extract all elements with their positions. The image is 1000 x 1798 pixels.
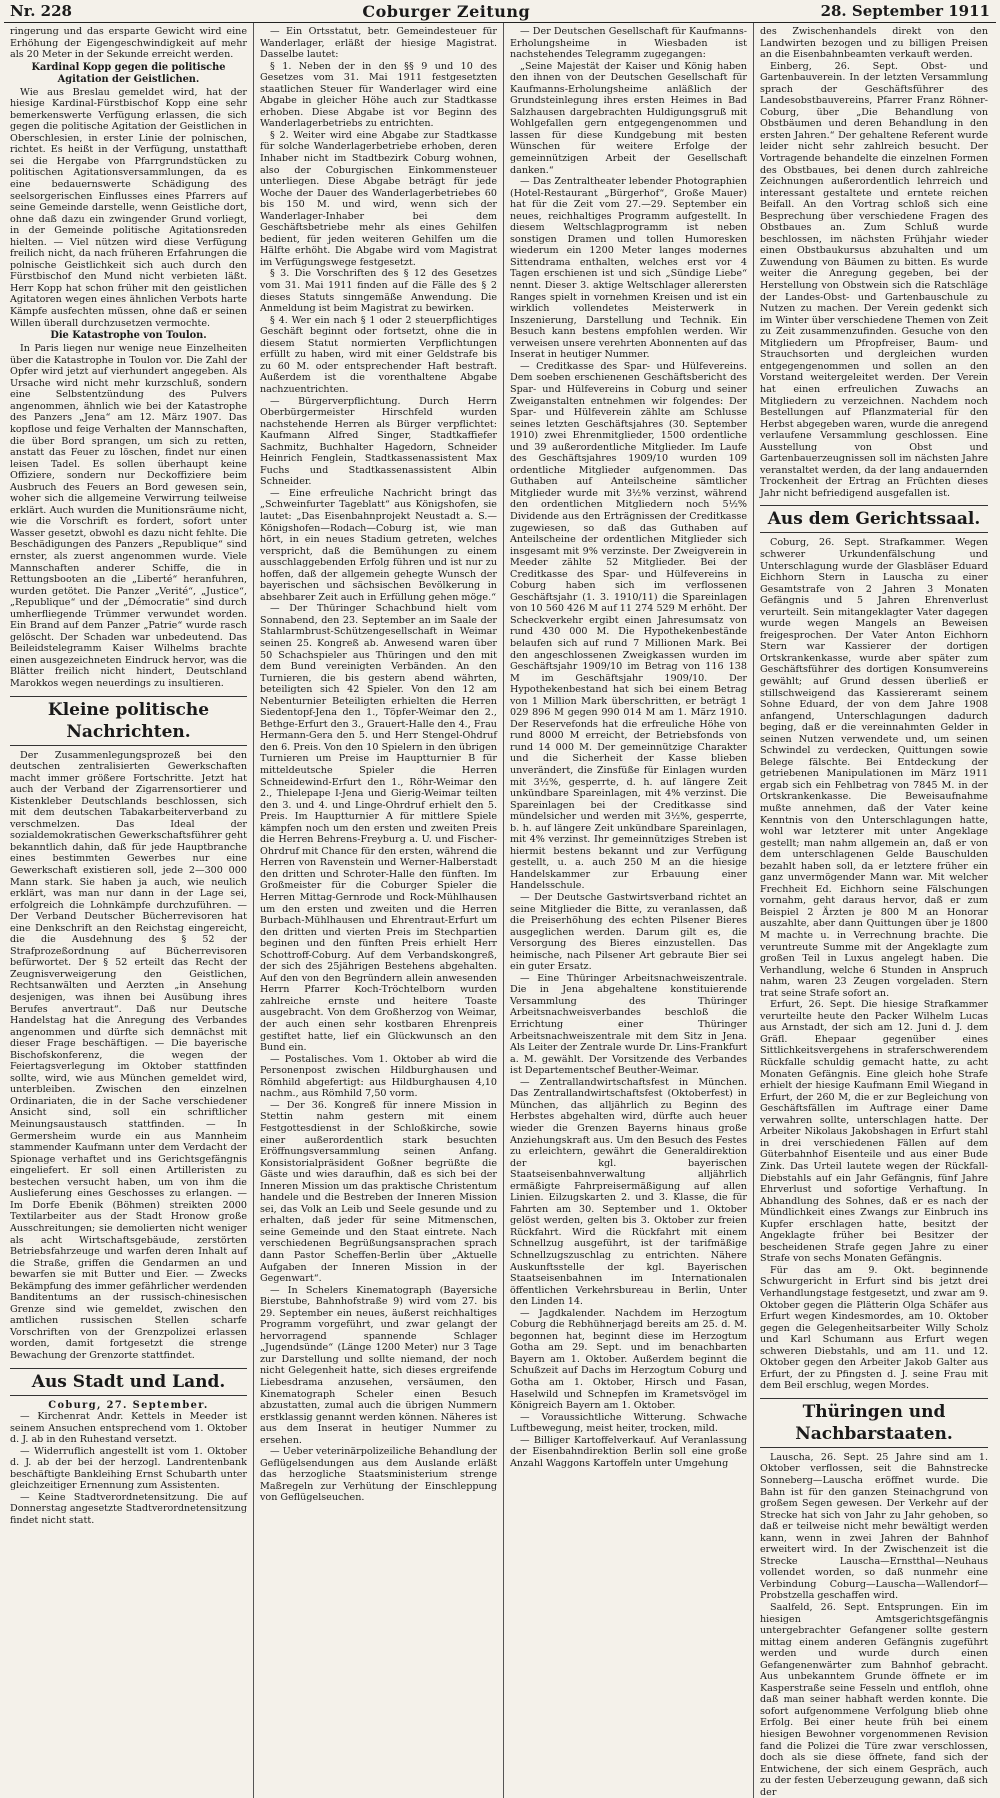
article-paragraph: § 3. Die Vorschriften des § 12 des Gesetzes vom 31. Mai 1911 finden auf die Fälle des § 2 dieses Statuts sinngemäße Anwendung. Die Anmeldung ist beim Magistrat zu bewirken.	[260, 268, 497, 315]
article-paragraph: § 4. Wer ein nach § 1 oder 2 steuerpflichtiges Geschäft beginnt oder fortsetzt, ohne die in diesem Statut normierten Verpflichtungen erfüllt zu haben, wird mit einer Geldstrafe bis zu 60 M. oder entsprechender Haft bestraft. Außerdem ist die vorenthaltene Abgabe nachzuentrichten.	[260, 314, 497, 395]
masthead	[4, 0, 996, 23]
article-paragraph: — Das Zentraltheater lebender Photographien (Hotel-Restaurant „Bürgerhof“, Große Mauer) hat für die Zeit vom 27.—29. September ein neues, reichhaltiges Programm aufgestellt. In diesem Weltschlagprogramm ist neben sonstigen Dramen und tollen Humoresken wiederum ein 1200 Meter langes modernes Sittendrama enthalten, welches erst vor 4 Tagen erschienen ist und sich „Sündige Liebe“ nennt. Dieser 3. aktige Weltschlager allerersten Ranges spielt in vornehmen Kreisen und ist ein wirklich vollendetes Meisterwerk in Inszenierung, Darstellung und Technik. Ein Besuch kann bestens empfohlen werden. Wir verweisen unsere verehrten Abonnenten auf das Inserat in heutiger Nummer.	[510, 176, 747, 361]
article-paragraph: § 1. Neben der in den §§ 9 und 10 des Gesetzes vom 31. Mai 1911 festgesetzten staatlichen Steuer für Wanderlager wird eine Abgabe in gleicher Höhe auch zur Stadtkasse erhoben. Diese Abgabe ist vor Beginn des Wanderlagerbetriebs zu entrichten.	[260, 60, 497, 130]
article-paragraph: Wie aus Breslau gemeldet wird, hat der hiesige Kardinal-Fürstbischof Kopp eine sehr bemerkenswerte Verfügung erlassen, die sich gegen die politische Agitation der Geistlichen in Oberschlesien, in erster Linie der polnischen, richtet. Es heißt in der Verfügung, unstatthaft sei die Hergabe von Pfarrgrundstücken zu politischen Agitationsversammlungen, da es eine bedauernswerte Schädigung des seelsorgerischen Einflusses eines Pfarrers auf seine Gemeinde darstelle, wenn Geistliche dort, ohne daß dazu ein zwingender Grund vorliegt, in der Gemeinde politische Agitationsreden hielten. — Viel nützen wird diese Verfügung freilich nicht, da nach früheren Erfahrungen die polnische Geistlichkeit sich auch durch den Fürstbischof den Mund nicht verbieten läßt. Herr Kopp hat schon früher mit den geistlichen Agitatoren wegen eines ähnlichen Verbots harte Kämpfe ausfechten müssen, ohne daß er seinen Willen überall durchzusetzen vermochte.	[10, 86, 247, 329]
article-paragraph: — Der Deutschen Gesellschaft für Kaufmanns-Erholungsheime in Wiesbaden ist nachstehendes Telegramm zugegangen:	[510, 26, 747, 61]
article-paragraph: — Billiger Kartoffelverkauf. Auf Veranlassung der Eisenbahndirektion Berlin soll eine große Anzahl Waggons Kartoffeln unter Umgehung	[510, 1434, 747, 1469]
section-heading: Kleine politische Nachrichten.	[10, 696, 247, 746]
article-paragraph: — Bürgerverpflichtung. Durch Herrn Oberbürgermeister Hirschfeld wurden nachstehende Herren als Bürger verpflichtet: Kaufmann Alfred Singer, Stadtkaffiefer Sachmitz, Buchhalter Hagedorn, Schneider Heinrich Fenglein, Stadtkassenassistent Max Fuchs und Stadtkassenassistent Albin Schneider.	[260, 395, 497, 488]
article-paragraph: — Der Thüringer Schachbund hielt vom Sonnabend, den 23. September an im Saale der Stahlarmbrust-Schützengesellschaft in Weimar seinen 25. Kongreß ab. Anwesend waren über 50 Schachspieler aus Thüringen und den mit dem Bund vereinigten Verbänden. An den Turnieren, die bis gestern abend währten, beteiligten sich 42 Spieler. Von den 12 am Nebenturnier Beteiligten erhielten die Herren Siedentopf-Jena den 1., Töpfer-Weimar den 2., Bethge-Erfurt den 3., Grauert-Halle den 4., Frau Hermann-Gera den 5. und Herr Stengel-Ohdruf den 6. Preis. Von den 10 Spielern in den übrigen Turnieren um Preise im Hauptturnier B für mitteldeutsche Spieler die Herren Schneidewind-Erfurt den 1., Röhr-Weimar den 2., Thielepape I-Jena und Gierig-Weimar teilten den 3. und 4. und Linge-Ohrdruf erhielt den 5. Preis. Im Hauptturnier A für mittlere Spiele kämpfen noch um den ersten und zweiten Preis die Herren Behrens-Freyburg a. U. und Fischer-Ohrdruf mit Chance für den ersten, während die Herren von Ravenstein und Werner-Halberstadt den dritten und Schroter-Halle den fünften. Im Großmeister für die Coburger Spieler die Herren Mittag-Gernrode und Rock-Mühlhausen um den ersten und zweiten und die Herren Burbach-Mühlhausen und Ehrentraut-Erfurt um den dritten und vierten Preis im Stechpartien beginen und den fünften Preis erhielt Herr Schottroff-Coburg. Auf dem Verbandskongreß, der sich des 25jährigen Bestehens abgehalten. Auf den von den Begründern allein anwesenden Herrn Pfarrer Koch-Tröchtelborn wurden zahlreiche ernste und heitere Toaste ausgebracht. Von dem Großherzog von Weimar, der auch einen sehr kostbaren Ehrenpreis gestiftet hatte, lief ein Glückwunsch an den Bund ein.	[260, 603, 497, 1054]
column-3	[504, 23, 754, 1798]
article-paragraph: — Keine Stadtverordnetensitzung. Die auf Donnerstag angesetzte Stadtverordnetensitzung findet nicht statt.	[10, 1491, 247, 1526]
article-paragraph: — Kirchenrat Andr. Kettels in Meeder ist seinem Ansuchen entsprechend vom 1. Oktober d. J. ab in den Ruhestand versetzt.	[10, 1411, 247, 1446]
section-heading: Aus Stadt und Land.	[10, 1368, 247, 1396]
article-paragraph: — Postalisches. Vom 1. Oktober ab wird die Personenpost zwischen Hildburghausen und Römhild abgefertigt: aus Hildburghausen 4,10 nachm., aus Römhild 7,50 vorm.	[260, 1053, 497, 1100]
article-paragraph: — Der 36. Kongreß für innere Mission in Stettin nahm gestern mit einem Festgottesdienst in der Schloßkirche, sowie einer außerordentlich stark besuchten Eröffnungsversammlung seinen Anfang. Konsistorialpräsident Goßner begrüßte die Gäste und wies daraufhin, daß es sich bei der Inneren Mission um das praktische Christentum handele und die Bestreben der Inneren Mission sei, das Volk an Leib und Seele gesunde und zu erhalten, daß jeder für seine Mitmenschen, seine Gemeinde und den Staat eintrete. Nach verschiedenen Begrüßungsansprachen sprach dann Pastor Scheffen-Berlin über „Aktuelle Aufgaben der Inneren Mission in der Gegenwart“.	[260, 1099, 497, 1285]
article-headline: Kardinal Kopp gegen die politische Agitation der Geistlichen.	[31, 61, 226, 85]
column-4	[754, 23, 994, 1798]
article-paragraph: — Eine Thüringer Arbeitsnachweiszentrale. Die in Jena abgehaltene konstituierende Versammlung des Thüringer Arbeitsnachweisverbandes beschloß die Errichtung einer Thüringer Arbeitsnachweiszentrale mit dem Sitz in Jena. Als Leiter der Zentrale wurde Dr. Lins-Frankfurt a. M. gewählt. Der Vorsitzende des Verbandes ist Departementschef Beuther-Weimar.	[510, 972, 747, 1077]
section-heading: Aus dem Gerichtssaal.	[760, 505, 988, 533]
article-columns	[4, 23, 996, 1798]
article-paragraph: Saalfeld, 26. Sept. Entsprungen. Ein im hiesigen Amtsgerichtsgefängnis untergebrachter Gefangener sollte gestern mittag einem anderen Gefängnis zugeführt werden und wurde durch einen Gefangenenwärter zum Bahnhof gebracht. Aus unbekanntem Grunde öffnete er im Kasperstraße seine Fesseln und entfloh, ohne daß man seiner habhaft werden konnte. Die sofort aufgenommene Verfolgung blieb ohne Erfolg. Bei einer heute früh bei einem hiesigen Bewohner vorgenommenen Revision fand die Polizei die Türe zwar verschlossen, doch als sie diese öffnete, fand sich der Entwichene, der sich einem Gespräch, auch zu der festen Ueberzeugung gewann, daß sich der	[760, 1602, 988, 1798]
article-paragraph: Einberg, 26. Sept. Obst- und Gartenbauverein. In der letzten Versammlung sprach der Geschäftsführer des Landesobstbauvereins, Pfarrer Franz Röhner-Coburg, über „Die Behandlung von Obstbäumen und deren Behandlung in den ersten Jahren.“ Der gehaltene Referent wurde leider nicht sehr zahlreich besucht. Der Vortragende behandelte die einzelnen Formen des Obstbaues, bei denen durch zahlreiche Zeichnungen außerordentlich lehrreich und interessant gestaltete und erntete reichen Beifall. An den Vortrag schloß sich eine Besprechung über verschiedene Fragen des Obstbaues an. Zum Schluß wurde beschlossen, im nächsten Frühjahr wieder einen Obstbaukursus abzuhalten und um Zuwendung von Bäumen zu bitten. Es wurde weiter die Anregung gegeben, bei der Herstellung von Obstwein sich die Ratschläge der Landes-Obst- und Gartenbauschule zu Nutzen zu machen. Der Verein gedenkt sich im Winter über verschiedene Themen von Zeit zu Zeit zusammenzufinden. Gesuche von den Mitgliedern um Pfropfreiser, Baum- und Strauchsorten und dergleichen wurden entgegengenommen und sollen an den Vorstand weitergeleitet werden. Der Verein hat einen erfreulichen Zuwachs an Mitgliedern zu verzeichnen. Nachdem noch Bestellungen auf Pflanzmaterial für den Herbst abgegeben waren, wurde die anregend verlaufene Versammlung geschlossen. Eine Ausstellung von Obst und Gartenbauerzeugnissen soll im nächsten Jahre veranstaltet werden, da der lang andauernden Trockenheit der Ertrag an Früchten dieses Jahr nicht befriedigend ausgefallen ist.	[760, 60, 988, 499]
article-paragraph: ringerung und das ersparte Gewicht wird eine Erhöhung der Eigengeschwindigkeit auf mehr als 20 Meter in der Sekunde erreicht werden.	[10, 26, 247, 61]
section-heading: Thüringen und Nachbarstaaten.	[760, 1398, 988, 1448]
article-paragraph: — Widerruflich angestellt ist vom 1. Oktober d. J. ab der bei der herzogl. Landrentenbank beschäftigte Bankleihing Ernst Schubarth unter gleichzeitiger Ernennung zum Assistenten.	[10, 1445, 247, 1492]
issue-number: Nr. 228	[10, 2, 72, 20]
article-paragraph: — Ein Ortsstatut, betr. Gemeindesteuer für Wanderlager, erläßt der hiesige Magistrat. Dasselbe lautet:	[260, 26, 497, 61]
article-paragraph: — Ueber veterinärpolizeiliche Behandlung der Geflügelsendungen aus dem Auslande erläßt das herzogliche Staatsministerium strenge Maßregeln zur Verhütung der Einschleppung von Geflügelseuchen.	[260, 1446, 497, 1504]
article-paragraph: „Seine Majestät der Kaiser und König haben den ihnen von der Deutschen Gesellschaft für Kaufmanns-Erholungsheime anläßlich der Grundsteinlegung ihres ersten Heimes in Bad Salzhausen dargebrachten Huldigungsgruß mit Wohlgefallen gern entgegengenommen und lassen für diese Kundgebung mit besten Wünschen für weitere Erfolge der gemeinnützigen Arbeit der Gesellschaft danken.“	[510, 60, 747, 176]
article-paragraph: Für das am 9. Okt. beginnende Schwurgericht in Erfurt sind bis jetzt drei Verhandlungstage festgesetzt, und zwar am 9. Oktober gegen die Plätterin Olga Schäfer aus Erfurt wegen Kindesmordes, am 10. Oktober gegen die Gelegenheitsarbeiter Willy Scholz und Karl Schumann aus Erfurt wegen schweren Diebstahls, und am 11. und 12. Oktober gegen den Arbeiter Jakob Galter aus Erfurt, der zu Pfingsten d. J. seine Frau mit dem Beil erschlug, wegen Mordes.	[760, 1264, 988, 1392]
article-paragraph: § 2. Weiter wird eine Abgabe zur Stadtkasse für solche Wanderlagerbetriebe erhoben, deren Inhaber nicht im Stadtbezirk Coburg wohnen, also der Coburgischen Einkommensteuer unterliegen. Diese Abgabe beträgt für jede Woche der Dauer des Wanderlagerbetriebes 60 bis 150 M. und wird, wenn sich der Wanderlager-Inhaber bei dem Geschäftsbetriebe mehr als eines Gehilfen bedient, für jeden weiteren Gehilfen um die Hälfte erhöht. Die Abgabe wird vom Magistrat im Verfügungswege festgesetzt.	[260, 129, 497, 268]
issue-date: 28. September 1911	[820, 2, 990, 20]
column-2	[254, 23, 504, 1798]
article-paragraph: — In Schelers Kinematograph (Bayersiche Bierstube, Bahnhofstraße 9) wird vom 27. bis 29. September ein neues, äußerst reichhaltiges Programm vorgeführt, und zwar gelangt der hervorragend spannende Schlager „Jugendsünde“ (Länge 1200 Meter) nur 3 Tage zur Darstellung und sollte niemand, der noch nicht Gelegenheit hatte, sich dieses ergreifende Liebesdrama anzusehen, versäumen, den Kinematograph Scheler einen Besuch abzustatten, zumal auch die übrigen Nummern erstklassig genannt werden können. Näheres ist aus dem Inserat in heutiger Nummer zu ersehen.	[260, 1284, 497, 1446]
article-paragraph: — Eine erfreuliche Nachricht bringt das „Schweinfurter Tageblatt“ aus Königshofen, sie lautet: „Das Eisenbahnprojekt Neustadt a. S.—Königshofen—Rodach—Coburg ist, wie man hört, in ein neues Stadium getreten, welches verspricht, daß die Bemühungen zu einem ausschlaggebenden Erfolg führen und ist nur zu hoffen, daß der allgemein gehegte Wunsch der bayerischen und sächsischen Bevölkerung in absehbarer Zeit auch in Erfüllung gehen möge.“	[260, 487, 497, 603]
article-paragraph: — Der Deutsche Gastwirtsverband richtet an seine Mitglieder die Bitte, zu veranlassen, daß die Preiserhöhung des echten Pilsener Bieres ausgeglichen werden. Darum gilt es, die Versorgung des Bieres einzustellen. Das heimische, nach Pilsener Art gebraute Bier sei ein guter Ersatz.	[510, 892, 747, 973]
article-paragraph: Der Zusammenlegungsprozeß bei den deutschen zentralisierten Gewerkschaften macht immer größere Fortschritte. Jetzt hat auch der Verband der Zigarrensortierer und Kistenkleber Deutschlands beschlossen, sich mit dem deutschen Tabakarbeiterverband zu verschmelzen. Das Ideal der sozialdemokratischen Gewerkschaftsführer geht bekanntlich dahin, daß für jede Hauptbranche eines bestimmten Gewerbes nur eine Gewerkschaft existieren soll, jede 2—300 000 Mann stark. Sie haben ja auch, wie neulich erklärt, was man nur dann in der Lage sei, erfolgreich die Lohnkämpfe durchzuführen. — Der Verband Deutscher Bücherrevisoren hat eine Denkschrift an den Reichstag eingereicht, die die Ausdehnung des § 52 der Strafprozeßordnung auf Bücherrevisoren befürwortet. Der § 52 erteilt das Recht der Zeugnisverweigerung den Geistlichen, Rechtsanwälten und Aerzten „in Ansehung desjenigen, was ihnen bei Ausübung ihres Berufes anvertraut“. Daß nur Deutsche Handelstag hat die Anregung des Verbandes angenommen und dürfte sich demnächst mit dieser Frage beschäftigen. — Die bayerische Bischofskonferenz, die wegen der Feiertagsverlegung im Oktober stattfinden sollte, wird, wie aus München gemeldet wird, unterbleiben. Zwischen den einzelnen Ordinariaten, die in der Sache verschiedener Ansicht sind, soll ein schriftlicher Meinungsaustausch stattfinden. — In Germersheim wurde ein aus Mannheim stammender Kaufmann unter dem Verdacht der Spionage verhaftet und ins Gerichtsgefängnis eingeliefert. Er soll einen Artilleristen zu bestechen versucht haben, um von ihm die Auslieferung eines Geschosses zu erlangen. — Im Dorfe Ebenik (Böhmen) streikten 2000 Textilarbeiter aus der Stadt Hronow große Ausschreitungen; sie demolierten nicht weniger als acht Wirtschaftsgebäude, zerstörten Betriebsfahrzeuge und warfen deren Inhalt auf die Straße, griffen die Gendarmen an und bewarfen sie mit Butter und Eier. — Zwecks Bekämpfung des immer gefährlicher werdenden Banditentums an der russisch-chinesischen Grenze sind wie gemeldet, zwischen den amtlichen russischen Stellen scharfe Vorschriften von der Grenzpolizei erlassen worden, damit fortgesetzt die strenge Bewachung der Grenzorte stattfindet.	[10, 749, 247, 1361]
article-paragraph: — Zentrallandwirtschaftsfest in München. Das Zentrallandwirtschaftsfest (Oktoberfest) in München, das alljährlich zu Beginn des Herbstes abgehalten wird, dürfte auch heuer wieder die Grenzen Bayerns hinaus große Anziehungskraft aus. Um den Besuch des Festes zu erleichtern, gewährt die Generaldirektion der kgl. bayerischen Staatseisenbahnverwaltung alljährlich ermäßigte Fahrpreisermäßigung auf allen Linien. Eilzugskarten 2. und 3. Klasse, die für Fahrten am 30. September und 1. Oktober gelöst werden, gelten bis 3. Oktober zur freien Rückfahrt. Wird die Rückfahrt mit einem Schnellzug ausgeführt, ist der tarifmäßige Schnellzugszuschlag zu entrichten. Nähere Auskunftsstelle der kgl. Bayerischen Staatseisenbahnen im Internationalen öffentlichen Verkehrsbureau in Berlin, Unter den Linden 14.	[510, 1076, 747, 1308]
article-paragraph: — Voraussichtliche Witterung. Schwache Luftbewegung, meist heiter, trocken, mild.	[510, 1411, 747, 1435]
dateline: Coburg, 27. September.	[48, 1399, 209, 1411]
article-paragraph: Coburg, 26. Sept. Strafkammer. Wegen schwerer Urkundenfälschung und Unterschlagung wurde der Glasbläser Eduard Eichhorn Stern in Lauscha zu einer Gesamtstrafe von 2 Jahren 3 Monaten Gefängnis und 5 Jahren Ehrenverlust verurteilt. Sein mitangeklagter Vater dagegen wurde wegen Mangels an Beweisen freigesprochen. Der Vater Anton Eichhorn Stern war Kassierer der dortigen Ortskrankenkasse, wurde aber später zum Geschäftsführer des dortigen Konsumvereins gewählt; auf Grund dessen überließ er stillschweigend das Kassiereramt seinem Sohne Eduard, der von dem Jahre 1908 anfangend, Unterschlagungen dadurch beging, daß er die vereinnahmten Gelder in seinen Nutzen verwendete und, um seinen Schwindel zu verdecken, Quittungen sowie Belege fälschte. Bei Entdeckung der getriebenen Manipulationen im März 1911 ergab sich ein Fehlbetrag von 7845 M. in der Ortskrankenkasse. Die Beweisaufnahme mußte annehmen, daß der Vater keine Kenntnis von den Unterschlagungen hatte, wohl war letzterer mit unter Angeklage gestellt; man nahm allgemein an, daß er von dem unterschlagenen Gelde Bauschulden bezahlt haben soll, da er letztere früher ein ganz unvermögender Mann war. Mit welcher Frechheit Ed. Eichhorn seine Fälschungen vornahm, geht daraus hervor, daß er zum Beispiel 2 Ärzten je 800 M an Honorar auszahlte, aber dann Quittungen über je 1800 M machte u. in Verrechnung brachte. Die veruntreute Summe mit der Angeklagte zum großen Teil in Luxus angelegt haben. Die Verhandlung, welche 6 Stunden in Anspruch nahm, waren 23 Zeugen vorgeladen. Stern trat seine Strafe sofort an.	[760, 537, 988, 999]
article-headline: Die Katastrophe von Toulon.	[50, 330, 207, 342]
article-paragraph: Erfurt, 26. Sept. Die hiesige Strafkammer verurteilte heute den Packer Wilhelm Lucas aus Arnstadt, der sich am 12. Juni d. J. dem Gräfl. Ehepaar gegenüber eines Sittlichkeitsvergehens in straferschwerendem Rückfalle schuldig gemacht hatte, zu acht Monaten Gefängnis. Eine gleich hohe Strafe erhielt der hiesige Kaufmann Emil Wiegand in Erfurt, der 260 M, die er zur Begleichung von Geschäftsfällen im Auftrage einer Dame verwahren sollte, unterschlagen hatte. Der Arbeiter Nikolaus Jakobshagen in Erfurt stahl in drei verschiedenen Fällen auf dem Güterbahnhof Eisenteile und aus einer Bude Zink. Das Urteil lautete wegen der Rückfall-Diebstahls auf ein Jahr Gefängnis, fünf Jahre Ehrverlust und sofortige Verhaftung. In Abhandlung des Sohnes, daß er es nach der Mündlichkeit eines Zwangs zur Einbruch ins Kupfer erschlagen hatte, besitzt der Angeklagte früher bei Besitzer der bescheidenen Strafe gegen Jahre zu einer Strafe von sechs Monaten Gefängnis.	[760, 999, 988, 1265]
column-1	[4, 23, 254, 1798]
newspaper-title: Coburger Zeitung	[362, 1, 531, 21]
article-paragraph: des Zwischenhandels direkt von den Landwirten bezogen und zu billigen Preisen an die Eisenbahnbeamten verkauft werden.	[760, 26, 988, 61]
article-paragraph: Lauscha, 26. Sept. 25 Jahre sind am 1. Oktober verflossen, seit die Bahnstrecke Sonneberg—Lauscha eröffnet wurde. Die Bahn ist für den ganzen Steinachgrund von großem Segen gewesen. Der Verkehr auf der Strecke hat sich von Jahr zu Jahr gehoben, so daß er teilweise nicht mehr bewältigt werden kann, wenn in zwei Jahren der Bahnhof erweitert wird. In der Zwischenzeit ist die Strecke Lauscha—Ernstthal—Neuhaus vollendet worden, so daß nunmehr eine Verbindung Coburg—Lauscha—Wallendorf—Probstzella geschaffen wird.	[760, 1451, 988, 1602]
article-paragraph: In Paris liegen nur wenige neue Einzelheiten über die Katastrophe in Toulon vor. Die Zahl der Opfer wird jetzt auf vierhundert angegeben. Als Ursache wird nicht mehr kurzschluß, sondern eine Selbstentzündung des Pulvers angenommen, ähnlich wie bei der Katastrophe des Panzers „Jena“ am 12. März 1907. Das kopflose und feige Verhalten der Mannschaften, die über Bord sprangen, um sich zu retten, anstatt das Feuer zu löschen, findet nur einen leisen Tadel. Es sollen überhaupt keine Offiziere, sondern nur Deckoffiziere beim Ausbruch des Feuers an Bord gewesen sein, woher sich die allgemeine Verwirrung teilweise erklärt. Auch wurden die Munitionsräume nicht, wie die Vorschrift es fordert, sofort unter Wasser gesetzt, obwohl es dazu nicht fehlte. Die Beschädigungen des Panzers „Republique“ sind ernster, als zuerst angenommen wurde. Viele Mannschaften anderer Schiffe, die in Rettungsbooten an die „Liberté“ heranfuhren, wurden getötet. Die Panzer „Verité“, „Justice“, „Republique“ und der „Démocratie“ sind durch umherfliegende Trümmer verwundet worden. Ein Brand auf dem Panzer „Patrie“ wurde rasch gelöscht. Der Schaden war unbedeutend. Das Beileidstelegramm Kaiser Wilhelms brachte einen ausgezeichneten Eindruck hervor, was die Blätter freilich nicht hindert, Deutschland Marokkos wegen neuerdings zu insultieren.	[10, 343, 247, 689]
article-paragraph: — Creditkasse des Spar- und Hülfevereins. Dem soeben erschienenen Geschäftsbericht des Spar- und Hülfevereins in Coburg und seiner Zweiganstalten entnehmen wir folgendes: Der Spar- und Hülfeverein zählte am Schlusse seines letzten Geschäftsjahres (30. September 1910) zwei Ehrenmitglieder, 1500 ordentliche und 39 außerordentliche Mitglieder. Im Laufe des Geschäftsjahres 1909/10 wurden 109 ordentliche Mitglieder aufgenommen. Das Guthaben auf Anteilscheine sämtlicher Mitglieder wurde mit 3½% verzinst, während den ordentlichen Mitgliedern noch 5½% Dividende aus den Erträgnissen der Creditkasse zugewiesen, so daß das Guthaben auf Anteilscheine der ordentlichen Mitglieder sich insgesamt mit 9% verzinste. Der Zweigverein in Meeder zählte 52 Mitglieder. Bei der Creditkasse des Spar- und Hülfevereins in Coburg haben sich im verflossenen Geschäftsjahr (1. 3. 1910/11) die Spareinlagen von 10 560 426 M auf 11 274 529 M erhöht. Der Scheckverkehr ergibt einen Jahresumsatz von rund 430 000 M. Die Hypothekenbestände belaufen sich auf rund 7 Millionen Mark. Bei den angeschlossenen Zweigkassen wurden im Geschäftsjahr 1909/10 im Betrag von 116 138 M im Geschäftsjahr 1909/10. Der Hypothekenbestand hat sich bei einem Betrag von 1 Million Mark überschritten, er beträgt 1 029 896 M gegen 990 014 M am 1. März 1910. Der Reservefonds hat die erfreuliche Höhe von rund 8000 M erreicht, der Betriebsfonds von rund 14 000 M. Der gemeinnützige Charakter und die Sicherheit der Kasse blieben unverändert, die Zinsfüße für Einlagen wurden mit 3½%, gesperrte, d. h. auf längere Zeit unkündbare Spareinlagen, mit 4% verzinst. Die Spareinlagen bei der Creditkasse sind mündelsicher und werden mit 3½%, gesperrte, b. h. auf längere Zeit unkündbare Spareinlagen, mit 4% verzinst. Ihr gemeinnütziges Streben ist hiermit bestens bekannt und zur Verfügung gestellt, u. a. auch 250 M an die hiesige Handelskammer zur Erbauung einer Handelsschule.	[510, 360, 747, 892]
article-paragraph: — Jagdkalender. Nachdem im Herzogtum Coburg die Rebhühnerjagd bereits am 25. d. M. begonnen hat, beginnt diese im Herzogtum Gotha am 29. Sept. und im benachbarten Bayern am 1. Oktober. Außerdem beginnt die Schußzeit auf Dachs im Herzogtum Coburg und Gotha am 1. Oktober, Hirsch und Fasan, Haselwild und Schnepfen im Krametsvögel im Königreich Bayern am 1. Oktober.	[510, 1307, 747, 1412]
